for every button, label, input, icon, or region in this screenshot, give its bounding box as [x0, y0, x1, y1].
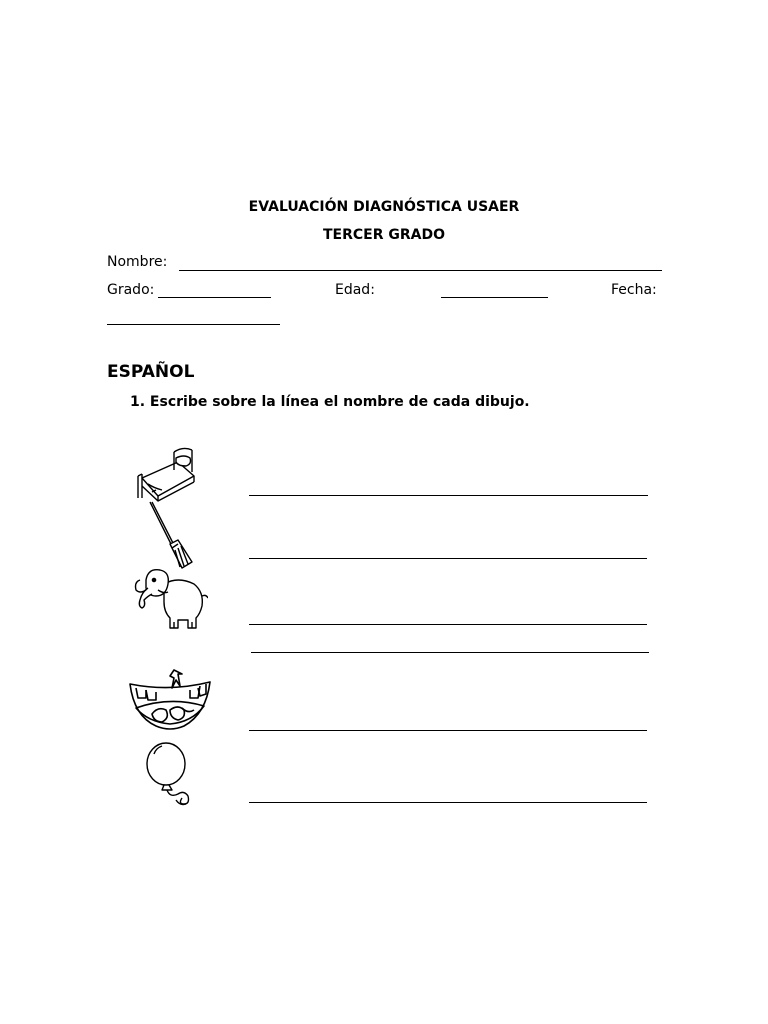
instruction: 1. Escribe sobre la línea el nombre de cada dibujo. — [130, 394, 530, 410]
grade-label: Grado: — [107, 282, 155, 298]
answer-line-2[interactable] — [249, 558, 647, 559]
name-label: Nombre: — [107, 254, 168, 270]
bed-icon — [134, 446, 200, 506]
answer-line-5[interactable] — [249, 730, 647, 731]
balloon-icon — [142, 740, 198, 814]
answer-line-3[interactable] — [249, 624, 647, 625]
page-title: EVALUACIÓN DIAGNÓSTICA USAER — [248, 199, 520, 215]
section-title: ESPAÑOL — [107, 362, 195, 382]
grade-line[interactable] — [158, 297, 271, 298]
answer-line-1[interactable] — [249, 495, 648, 496]
date-line[interactable] — [107, 324, 280, 325]
answer-line-6[interactable] — [249, 802, 647, 803]
answer-line-4[interactable] — [251, 652, 649, 653]
mouth-icon — [128, 664, 212, 738]
date-label: Fecha: — [611, 282, 657, 298]
broom-icon — [144, 500, 196, 574]
name-line[interactable] — [179, 270, 662, 271]
age-line[interactable] — [441, 297, 548, 298]
elephant-icon — [134, 566, 208, 636]
age-label: Edad: — [335, 282, 375, 298]
page-subtitle: TERCER GRADO — [322, 227, 445, 243]
